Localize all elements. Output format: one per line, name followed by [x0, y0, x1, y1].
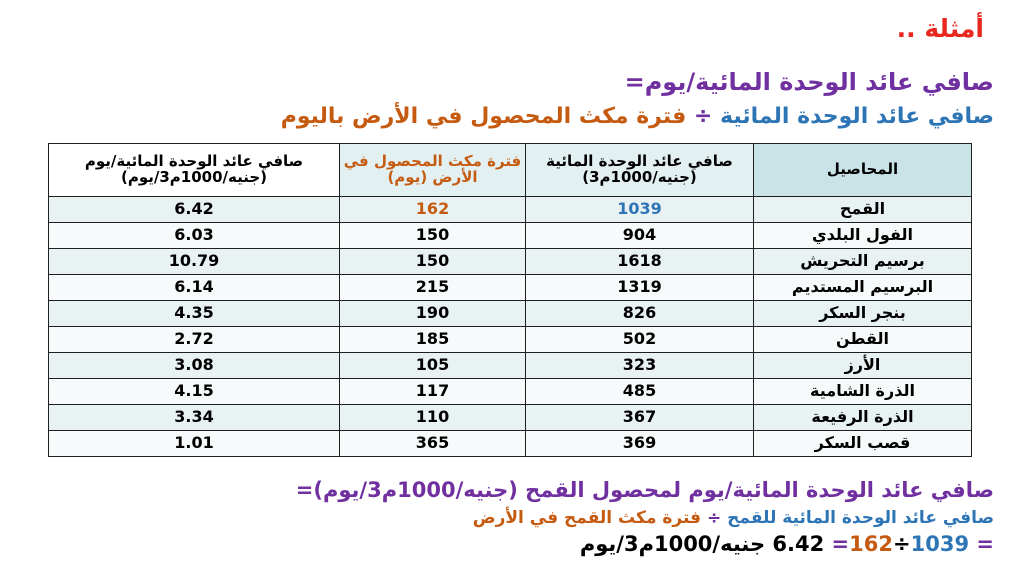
cell-per-day: 2.72: [49, 327, 340, 353]
cell-per-day: 4.35: [49, 301, 340, 327]
cell-net-return: 367: [526, 405, 754, 431]
cell-crop: برسيم التحريش: [754, 249, 972, 275]
wheat-formula-title: صافي عائد الوحدة المائية/يوم لمحصول القمح (جنيه/1000م3/يوم)=: [295, 478, 994, 502]
cell-period: 215: [340, 275, 526, 301]
wheat-denominator: فترة مكث القمح في الأرض: [472, 508, 702, 528]
cell-crop: البرسيم المستديم: [754, 275, 972, 301]
cell-period: 185: [340, 327, 526, 353]
slide-title: أمثلة ..: [896, 14, 984, 43]
wheat-calculation: [580, 532, 994, 556]
table-row: [49, 327, 972, 353]
table-row: [49, 197, 972, 223]
formula-title: صافي عائد الوحدة المائية/يوم=: [624, 68, 994, 96]
header-net-per-day: صافي عائد الوحدة المائية/يوم (جنيه/1000م3/يوم): [49, 144, 340, 197]
calc-divide-sign: ÷: [893, 532, 911, 556]
calc-equals-1: =: [969, 532, 994, 556]
wheat-formula-line: [473, 508, 994, 528]
header-net-return: صافي عائد الوحدة المائية (جنيه/1000م3): [526, 144, 754, 197]
cell-crop: الذرة الشامية: [754, 379, 972, 405]
header-crops: المحاصيل: [754, 144, 972, 197]
cell-crop: الذرة الرفيعة: [754, 405, 972, 431]
cell-crop: الفول البلدي: [754, 223, 972, 249]
cell-net-return: 904: [526, 223, 754, 249]
formula-denominator: فترة مكث المحصول في الأرض باليوم: [280, 104, 687, 129]
cell-net-return: 826: [526, 301, 754, 327]
cell-per-day: 3.34: [49, 405, 340, 431]
table-row: [49, 431, 972, 457]
cell-per-day: 3.08: [49, 353, 340, 379]
cell-net-return: 1618: [526, 249, 754, 275]
formula-divide-sign: ÷: [686, 104, 721, 129]
cell-period: 117: [340, 379, 526, 405]
cell-period: 190: [340, 301, 526, 327]
table-row: [49, 353, 972, 379]
cell-per-day: 6.14: [49, 275, 340, 301]
cell-net-return: 1039: [526, 197, 754, 223]
cell-per-day: 1.01: [49, 431, 340, 457]
table-row: [49, 405, 972, 431]
header-period: فترة مكث المحصول في الأرض (يوم): [340, 144, 526, 197]
cell-period: 105: [340, 353, 526, 379]
cell-net-return: 502: [526, 327, 754, 353]
cell-crop: قصب السكر: [754, 431, 972, 457]
cell-per-day: 6.42: [49, 197, 340, 223]
cell-per-day: 4.15: [49, 379, 340, 405]
cell-net-return: 1319: [526, 275, 754, 301]
calc-result: 6.42 جنيه/1000م3/يوم: [579, 532, 825, 556]
formula-numerator: صافي عائد الوحدة المائية: [720, 104, 994, 129]
calc-equals-2: =: [824, 532, 850, 556]
cell-crop: بنجر السكر: [754, 301, 972, 327]
cell-period: 150: [340, 223, 526, 249]
table-row: [49, 379, 972, 405]
table-row: [49, 301, 972, 327]
formula-line: [281, 104, 994, 129]
table-header-row: [49, 144, 972, 197]
cell-period: 365: [340, 431, 526, 457]
cell-net-return: 369: [526, 431, 754, 457]
calc-net-return: 1039: [910, 532, 970, 556]
cell-period: 150: [340, 249, 526, 275]
cell-per-day: 10.79: [49, 249, 340, 275]
cell-net-return: 485: [526, 379, 754, 405]
calc-period: 162: [849, 532, 894, 556]
cell-net-return: 323: [526, 353, 754, 379]
cell-crop: القطن: [754, 327, 972, 353]
cell-crop: القمح: [754, 197, 972, 223]
cell-period: 110: [340, 405, 526, 431]
table-row: [49, 275, 972, 301]
cell-crop: الأرز: [754, 353, 972, 379]
cell-per-day: 6.03: [49, 223, 340, 249]
crops-table: [48, 143, 972, 457]
wheat-divide-sign: ÷: [701, 508, 728, 528]
table-row: [49, 223, 972, 249]
wheat-numerator: صافي عائد الوحدة المائية للقمح: [727, 508, 994, 528]
cell-period: 162: [340, 197, 526, 223]
table-row: [49, 249, 972, 275]
